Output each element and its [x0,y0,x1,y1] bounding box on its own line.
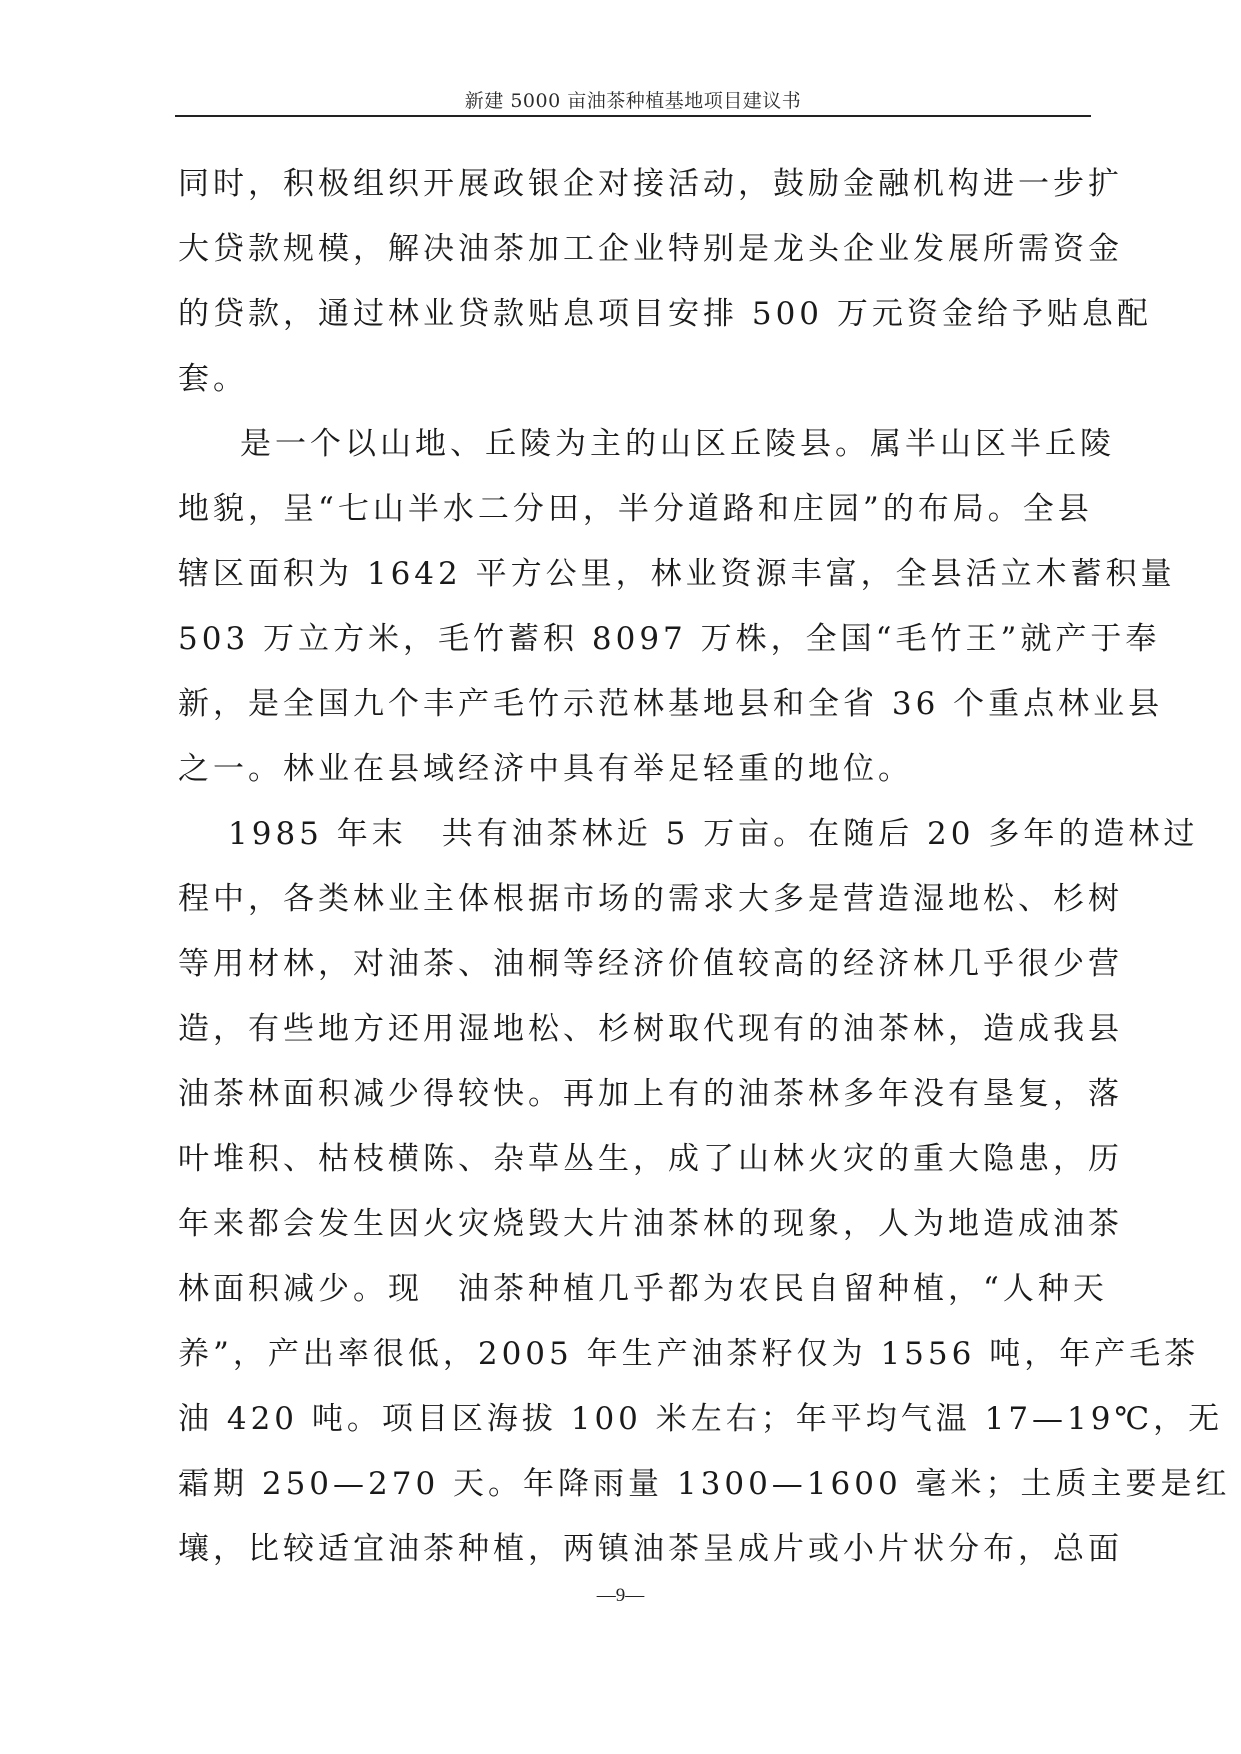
text-line: 的贷款，通过林业贷款贴息项目安排 500 万元资金给予贴息配 [178,296,1152,332]
text-line: 之一。林业在县域经济中具有举足轻重的地位。 [178,751,913,787]
text-line: 养”，产出率很低，2005 年生产油茶籽仅为 1556 吨，年产毛茶 [178,1336,1200,1372]
text-line: 1985 年末 共有油茶林近 5 万亩。在随后 20 多年的造林过 [228,816,1199,852]
text-line: 造，有些地方还用湿地松、杉树取代现有的油茶林，造成我县 [178,1011,1123,1047]
text-line: 503 万立方米，毛竹蓄积 8097 万株，全国“毛竹王”就产于奉 [178,621,1161,657]
text-line: 霜期 250—270 天。年降雨量 1300—1600 毫米；土质主要是红 [178,1466,1231,1502]
text-line: 新，是全国九个丰产毛竹示范林基地县和全省 36 个重点林业县 [178,686,1164,722]
text-line: 叶堆积、枯枝横陈、杂草丛生，成了山林火灾的重大隐患，历 [178,1141,1123,1177]
text-line: 等用材林，对油茶、油桐等经济价值较高的经济林几乎很少营 [178,946,1123,982]
text-line: 是一个以山地、丘陵为主的山区丘陵县。属半山区半丘陵 [240,426,1115,462]
text-line: 同时，积极组织开展政银企对接活动，鼓励金融机构进一步扩 [178,166,1123,202]
text-line: 油 420 吨。项目区海拔 100 米左右；年平均气温 17—19℃，无 [178,1401,1224,1437]
text-line: 林面积减少。现 油茶种植几乎都为农民自留种植，“人种天 [178,1271,1108,1307]
text-line: 年来都会发生因火灾烧毁大片油茶林的现象，人为地造成油茶 [178,1206,1123,1242]
text-line: 油茶林面积减少得较快。再加上有的油茶林多年没有垦复，落 [178,1076,1123,1112]
text-line: 大贷款规模，解决油茶加工企业特别是龙头企业发展所需资金 [178,231,1123,267]
text-line: 程中，各类林业主体根据市场的需求大多是营造湿地松、杉树 [178,881,1123,917]
text-line: 辖区面积为 1642 平方公里，林业资源丰富，全县活立木蓄积量 [178,556,1176,592]
header-divider [175,115,1091,117]
text-line: 壤，比较适宜油茶种植，两镇油茶呈成片或小片状分布，总面 [178,1531,1123,1567]
text-line: 套。 [178,361,248,397]
text-line: 地貌，呈“七山半水二分田，半分道路和庄园”的布局。全县 [178,491,1093,527]
document-body [178,152,1231,1582]
page-header-title: 新建 5000 亩油茶种植基地项目建议书 [464,90,802,112]
page-number: —9— [596,1585,645,1606]
